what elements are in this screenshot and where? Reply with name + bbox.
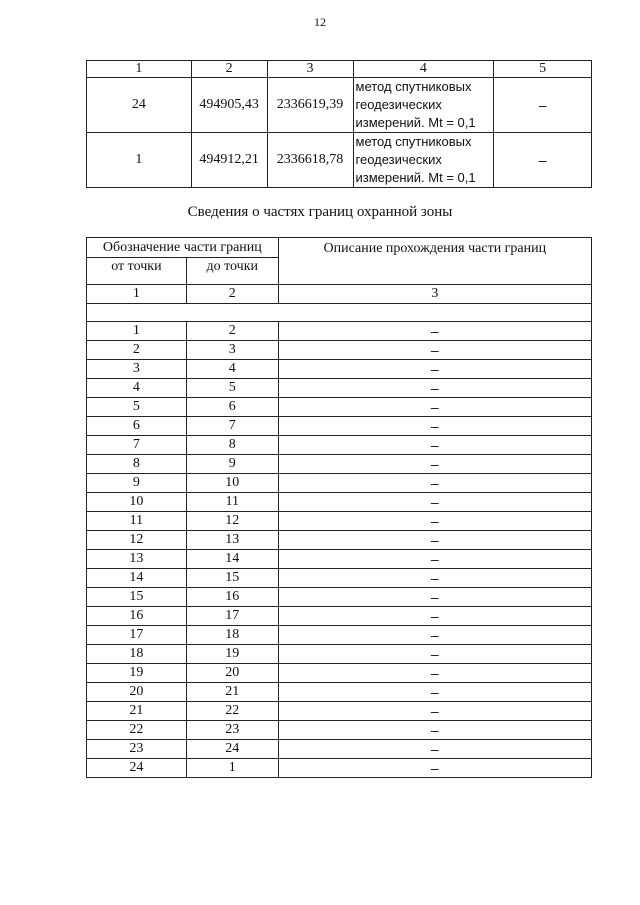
table-row bbox=[87, 740, 592, 759]
column-number: 1 bbox=[87, 61, 192, 78]
part-description: – bbox=[278, 550, 591, 569]
part-description: – bbox=[278, 645, 591, 664]
table-row bbox=[87, 78, 592, 133]
column-number: 3 bbox=[278, 285, 591, 304]
to-point: 7 bbox=[186, 417, 278, 436]
column-5-value: – bbox=[494, 78, 592, 133]
coordinate-y: 2336619,39 bbox=[267, 78, 353, 133]
column-number: 5 bbox=[494, 61, 592, 78]
table-row bbox=[87, 683, 592, 702]
part-description: – bbox=[278, 721, 591, 740]
from-point: 7 bbox=[87, 436, 187, 455]
column-number: 2 bbox=[191, 61, 267, 78]
coordinate-x: 494905,43 bbox=[191, 78, 267, 133]
part-description: – bbox=[278, 455, 591, 474]
to-point: 9 bbox=[186, 455, 278, 474]
from-point: 17 bbox=[87, 626, 187, 645]
table-row bbox=[87, 759, 592, 778]
empty-cell bbox=[87, 304, 592, 322]
method-description bbox=[353, 78, 494, 133]
table-row bbox=[87, 398, 592, 417]
point-number: 24 bbox=[87, 78, 192, 133]
to-point: 23 bbox=[186, 721, 278, 740]
table-row bbox=[87, 531, 592, 550]
to-point: 3 bbox=[186, 341, 278, 360]
table-row bbox=[87, 360, 592, 379]
part-description: – bbox=[278, 436, 591, 455]
from-point: 5 bbox=[87, 398, 187, 417]
to-point: 15 bbox=[186, 569, 278, 588]
table-row bbox=[87, 607, 592, 626]
method-line: геодезических bbox=[355, 152, 442, 167]
to-point: 21 bbox=[186, 683, 278, 702]
from-point: 21 bbox=[87, 702, 187, 721]
table-header-row bbox=[87, 238, 592, 258]
part-description: – bbox=[278, 569, 591, 588]
part-description: – bbox=[278, 360, 591, 379]
to-point: 19 bbox=[186, 645, 278, 664]
part-description: – bbox=[278, 341, 591, 360]
table-row bbox=[87, 645, 592, 664]
table-row bbox=[87, 493, 592, 512]
part-description: – bbox=[278, 683, 591, 702]
from-point: 19 bbox=[87, 664, 187, 683]
method-description bbox=[353, 133, 494, 188]
table-row bbox=[87, 455, 592, 474]
column-number: 2 bbox=[186, 285, 278, 304]
from-point: 13 bbox=[87, 550, 187, 569]
method-line: измерений. Mt = 0,1 bbox=[355, 115, 476, 130]
table-row bbox=[87, 474, 592, 493]
table-header-row bbox=[87, 61, 592, 78]
part-description: – bbox=[278, 626, 591, 645]
method-line: геодезических bbox=[355, 97, 442, 112]
part-description: – bbox=[278, 512, 591, 531]
to-point: 16 bbox=[186, 588, 278, 607]
to-point: 10 bbox=[186, 474, 278, 493]
part-description: – bbox=[278, 379, 591, 398]
column-5-value: – bbox=[494, 133, 592, 188]
page-number: 12 bbox=[314, 15, 326, 29]
to-point: 20 bbox=[186, 664, 278, 683]
part-description: – bbox=[278, 664, 591, 683]
from-point: 18 bbox=[87, 645, 187, 664]
method-line: измерений. Mt = 0,1 bbox=[355, 170, 476, 185]
to-point: 4 bbox=[186, 360, 278, 379]
part-description: – bbox=[278, 531, 591, 550]
from-point: 6 bbox=[87, 417, 187, 436]
header-description: Описание прохождения части границ bbox=[278, 238, 591, 285]
from-point: 15 bbox=[87, 588, 187, 607]
table-row bbox=[87, 341, 592, 360]
table-row bbox=[87, 379, 592, 398]
from-point: 11 bbox=[87, 512, 187, 531]
to-point: 6 bbox=[186, 398, 278, 417]
from-point: 20 bbox=[87, 683, 187, 702]
header-group-label: Обозначение части границ bbox=[87, 238, 279, 258]
column-number: 1 bbox=[87, 285, 187, 304]
part-description: – bbox=[278, 607, 591, 626]
table-row bbox=[87, 417, 592, 436]
to-point: 13 bbox=[186, 531, 278, 550]
coordinate-y: 2336618,78 bbox=[267, 133, 353, 188]
table-row bbox=[87, 721, 592, 740]
table-row bbox=[87, 702, 592, 721]
from-point: 14 bbox=[87, 569, 187, 588]
table-row bbox=[87, 512, 592, 531]
table-row bbox=[87, 133, 592, 188]
header-from-point: от точки bbox=[87, 258, 187, 285]
from-point: 3 bbox=[87, 360, 187, 379]
from-point: 4 bbox=[87, 379, 187, 398]
table-row bbox=[87, 626, 592, 645]
from-point: 8 bbox=[87, 455, 187, 474]
column-number: 3 bbox=[267, 61, 353, 78]
to-point: 11 bbox=[186, 493, 278, 512]
to-point: 17 bbox=[186, 607, 278, 626]
header-to-point: до точки bbox=[186, 258, 278, 285]
from-point: 16 bbox=[87, 607, 187, 626]
column-numbers-row bbox=[87, 285, 592, 304]
table-row bbox=[87, 436, 592, 455]
to-point: 2 bbox=[186, 322, 278, 341]
part-description: – bbox=[278, 322, 591, 341]
part-description: – bbox=[278, 740, 591, 759]
part-description: – bbox=[278, 398, 591, 417]
part-description: – bbox=[278, 759, 591, 778]
coordinate-x: 494912,21 bbox=[191, 133, 267, 188]
from-point: 23 bbox=[87, 740, 187, 759]
point-number: 1 bbox=[87, 133, 192, 188]
from-point: 9 bbox=[87, 474, 187, 493]
from-point: 1 bbox=[87, 322, 187, 341]
from-point: 2 bbox=[87, 341, 187, 360]
part-description: – bbox=[278, 493, 591, 512]
from-point: 10 bbox=[87, 493, 187, 512]
table-row bbox=[87, 664, 592, 683]
to-point: 24 bbox=[186, 740, 278, 759]
to-point: 1 bbox=[186, 759, 278, 778]
from-point: 12 bbox=[87, 531, 187, 550]
table-row bbox=[87, 550, 592, 569]
section-title: Сведения о частях границ охранной зоны bbox=[187, 204, 453, 220]
to-point: 5 bbox=[186, 379, 278, 398]
table-row bbox=[87, 569, 592, 588]
to-point: 22 bbox=[186, 702, 278, 721]
part-description: – bbox=[278, 474, 591, 493]
method-line: метод спутниковых bbox=[355, 134, 472, 149]
method-line: метод спутниковых bbox=[355, 79, 472, 94]
to-point: 8 bbox=[186, 436, 278, 455]
to-point: 18 bbox=[186, 626, 278, 645]
coordinates-table bbox=[86, 60, 592, 188]
column-number: 4 bbox=[353, 61, 494, 78]
part-description: – bbox=[278, 417, 591, 436]
part-description: – bbox=[278, 702, 591, 721]
empty-row bbox=[87, 304, 592, 322]
to-point: 12 bbox=[186, 512, 278, 531]
boundary-parts-table bbox=[86, 237, 592, 778]
from-point: 24 bbox=[87, 759, 187, 778]
from-point: 22 bbox=[87, 721, 187, 740]
table-row bbox=[87, 322, 592, 341]
part-description: – bbox=[278, 588, 591, 607]
table-row bbox=[87, 588, 592, 607]
to-point: 14 bbox=[186, 550, 278, 569]
